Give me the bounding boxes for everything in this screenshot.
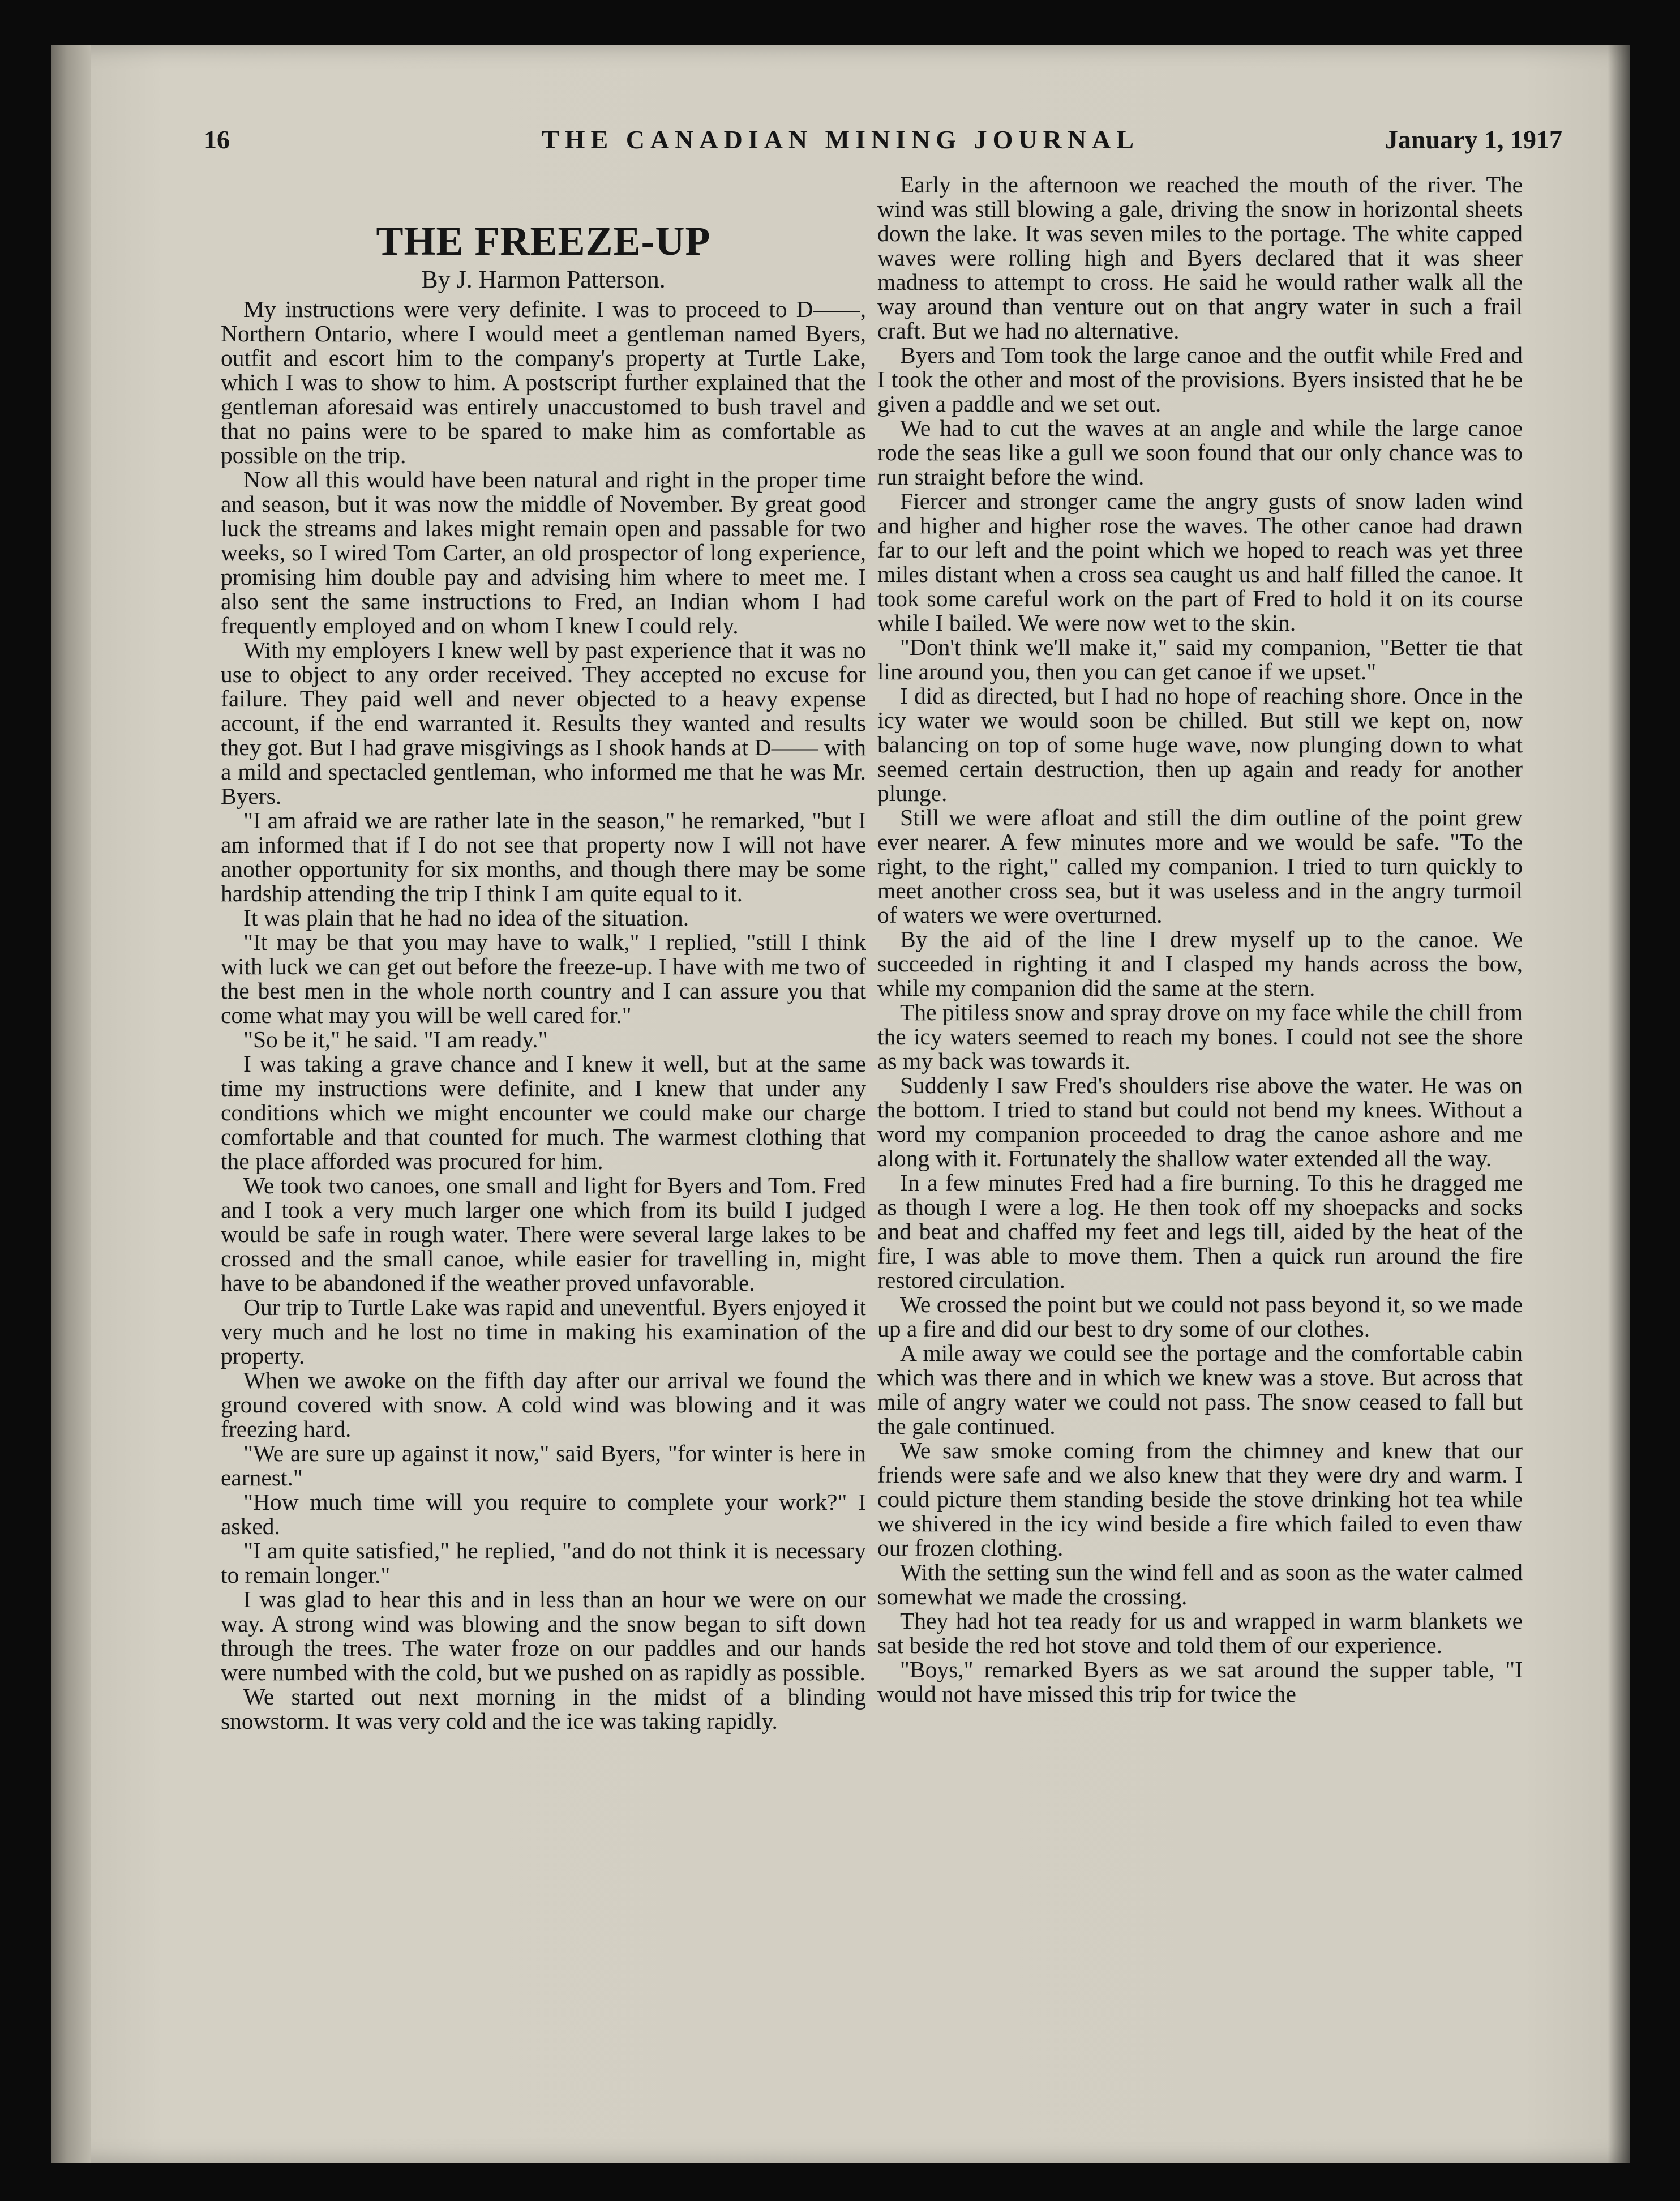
paragraph: When we awoke on the fifth day after our arrival we found the ground covered with snow. A cold wind was blowing and it was freezing hard. xyxy=(221,1367,866,1442)
right-column xyxy=(877,173,1523,2075)
paragraph: A mile away we could see the portage and the comfortable cabin which was there and in which we knew was a stove. But across that mile of angry water we could not pass. The snow ceased to fall but the gale continued. xyxy=(877,1340,1523,1439)
paragraph: Fiercer and stronger came the angry gusts of snow laden wind and higher and higher rose the waves. The other canoe had drawn far to our left and the point which we hoped to reach was yet three miles distant when a cross sea caught us and half filled the canoe. It took some careful work on the part of Fred to hold it on its course while I bailed. We were now wet to the skin. xyxy=(877,488,1523,636)
journal-title: THE CANADIAN MINING JOURNAL xyxy=(542,125,1139,154)
page-edge-shadow xyxy=(1608,45,1630,2163)
paragraph: They had hot tea ready for us and wrapped in warm blankets we sat beside the red hot stove and told them of our experience. xyxy=(877,1608,1523,1658)
paragraph: We saw smoke coming from the chimney and knew that our friends were safe and we also knew that they were dry and warm. I could picture them standing beside the stove drinking hot tea while we shivered in the icy wind beside a fire which failed to even thaw our frozen clothing. xyxy=(877,1437,1523,1561)
issue-date: January 1, 1917 xyxy=(1385,125,1562,154)
paragraph: "I am quite satisfied," he replied, "and do not think it is necessary to remain longer." xyxy=(221,1538,866,1588)
paragraph: Byers and Tom took the large canoe and the outfit while Fred and I took the other and most of the provisions. Byers insisted that he be given a paddle and we set out. xyxy=(877,342,1523,417)
paragraph: It was plain that he had no idea of the situation. xyxy=(243,905,689,931)
paragraph: We crossed the point but we could not pass beyond it, so we made up a fire and did our best to dry some of our clothes. xyxy=(877,1291,1523,1342)
paragraph: We started out next morning in the midst of a blinding snowstorm. It was very cold and the ice was taking rapidly. xyxy=(221,1684,866,1734)
paragraph: We took two canoes, one small and light for Byers and Tom. Fred and I took a very much larger one which from its build I judged would be safe in rough water. There were several large lakes to be crossed and the small canoe, while easier for travelling in, might have to be abandoned if the weather proved unfavorable. xyxy=(221,1172,866,1296)
paragraph: "Don't think we'll make it," said my companion, "Better tie that line around you, then you can get canoe if we upset." xyxy=(877,634,1523,684)
paragraph: Early in the afternoon we reached the mouth of the river. The wind was still blowing a gale, driving the snow in horizontal sheets down the lake. It was seven miles to the portage. The white capped waves were rolling high and Byers declared that it was sheer madness to attempt to cross. He said he would rather walk all the way around than venture out on that angry water in such a frail craft. But we had no alternative. xyxy=(877,172,1523,344)
paragraph: The pitiless snow and spray drove on my face while the chill from the icy waters seemed to reach my bones. I could not see the shore as my back was towards it. xyxy=(877,999,1523,1074)
paragraph: "So be it," he said. "I am ready." xyxy=(243,1026,548,1052)
paragraph: Still we were afloat and still the dim outline of the point grew ever nearer. A few minutes more and we would be safe. "To the right, to the right," called my companion. I tried to turn quickly to meet another cross sea, but it was useless and in the angry turmoil of waters we were overturned. xyxy=(877,804,1523,928)
paragraph: "It may be that you may have to walk," I replied, "still I think with luck we can get out before the freeze-up. I have with me two of the best men in the whole north country and I can assure you that come what may you will be well cared for." xyxy=(221,929,866,1028)
paragraph: In a few minutes Fred had a fire burning. To this he dragged me as though I were a log. He then took off my shoepacks and socks and beat and chaffed my feet and legs till, aided by the heat of the fire, I was able to move them. Then a quick run around the fire restored circulation. xyxy=(877,1170,1523,1293)
paragraph: With the setting sun the wind fell and as soon as the water calmed somewhat we made the crossing. xyxy=(877,1559,1523,1609)
paragraph: I was taking a grave chance and I knew it well, but at the same time my instructions were definite, and I knew that under any conditions which we might encounter we could make our charge comfortable and that counted for much. The warmest clothing that the place afforded was procured for him. xyxy=(221,1051,866,1174)
paragraph: "How much time will you require to complete your work?" I asked. xyxy=(221,1489,866,1539)
article-byline: By J. Harmon Patterson. xyxy=(421,266,666,293)
paragraph: "I am afraid we are rather late in the season," he remarked, "but I am informed that if I do not see that property now I will not have another opportunity for six months, and though there may be some hardship attending the trip I think I am quite equal to it. xyxy=(221,807,866,906)
paragraph: I did as directed, but I had no hope of reaching shore. Once in the icy water we would soon be chilled. But still we kept on, now balancing on top of some huge wave, now plunging down to what seemed certain destruction, then up again and ready for another plunge. xyxy=(877,683,1523,806)
page-spine-shadow xyxy=(51,45,91,2163)
paragraph: Suddenly I saw Fred's shoulders rise above the water. He was on the bottom. I tried to stand but could not bend my knees. Without a word my companion proceeded to drag the canoe ashore and me along with it. Fortunately the shallow water extended all the way. xyxy=(877,1072,1523,1171)
paragraph: Now all this would have been natural and right in the proper time and season, but it was now the middle of November. By great good luck the streams and lakes might remain open and passable for two weeks, so I wired Tom Carter, an old prospector of long experience, promising him double pay and advising him where to meet me. I also sent the same instructions to Fred, an Indian whom I had frequently employed and on whom I knew I could rely. xyxy=(221,466,866,639)
page-number: 16 xyxy=(204,125,230,154)
paragraph: By the aid of the line I drew myself up to the canoe. We succeeded in righting it and I clasped my hands across the bow, while my companion did the same at the stern. xyxy=(877,926,1523,1001)
paragraph: I was glad to hear this and in less than an hour we were on our way. A strong wind was blowing and the snow began to sift down through the trees. The water froze on our paddles and our hands were numbed with the cold, but we pushed on as rapidly as possible. xyxy=(221,1586,866,1685)
running-header xyxy=(51,125,1630,170)
paragraph: My instructions were very definite. I was to proceed to D——, Northern Ontario, where I would meet a gentleman named Byers, outfit and escort him to the company's property at Turtle Lake, which I was to show to him. A postscript further explained that the gentleman aforesaid was entirely unaccustomed to bush travel and that no pains were to be spared to make him as comfortable as possible on the trip. xyxy=(221,296,866,468)
journal-page xyxy=(51,45,1630,2163)
paragraph: With my employers I knew well by past experience that it was no use to object to any order received. They accepted no excuse for failure. They paid well and never objected to a heavy expense account, if the end warranted it. Results they wanted and results they got. But I had grave misgivings as I shook hands at D—— with a mild and spectacled gentleman, who informed me that he was Mr. Byers. xyxy=(221,637,866,809)
paragraph: "We are sure up against it now," said Byers, "for winter is here in earnest." xyxy=(221,1440,866,1491)
article-title: THE FREEZE-UP xyxy=(376,219,711,264)
left-column xyxy=(221,173,866,2075)
paragraph: We had to cut the waves at an angle and while the large canoe rode the seas like a gull we soon found that our only chance was to run straight before the wind. xyxy=(877,415,1523,490)
paragraph: "Boys," remarked Byers as we sat around the supper table, "I would not have missed this trip for twice the xyxy=(877,1656,1523,1707)
paragraph: Our trip to Turtle Lake was rapid and uneventful. Byers enjoyed it very much and he lost no time in making his examination of the property. xyxy=(221,1294,866,1369)
